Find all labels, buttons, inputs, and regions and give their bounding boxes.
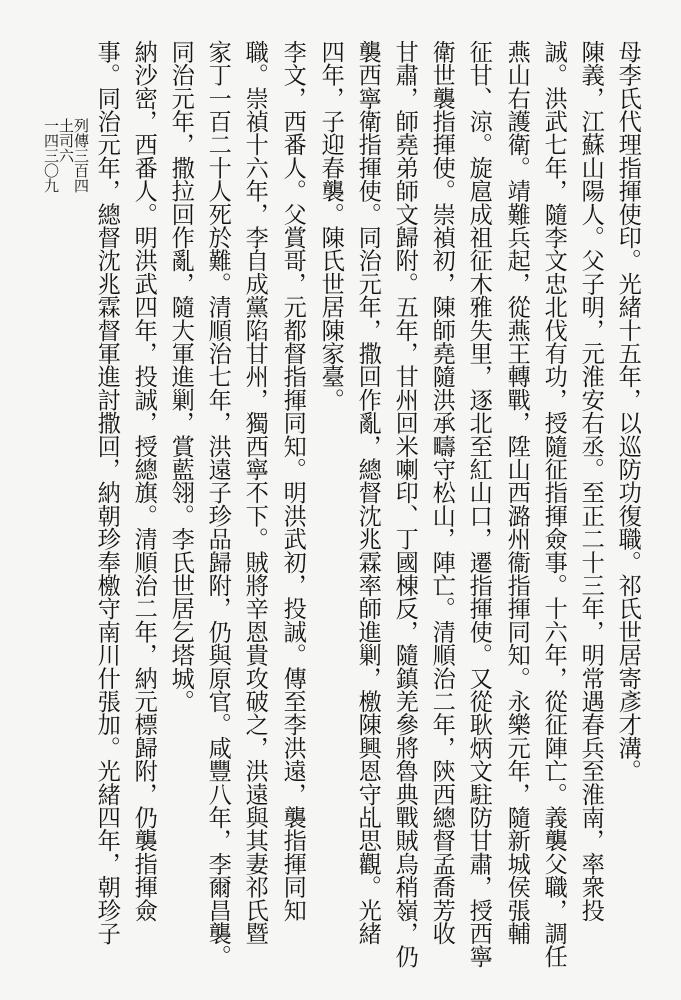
text-column-7: 甘肅，師堯弟師文歸附。五年，甘州回米喇印、丁國棟反，隨鎮羌參將魯典戰賊烏稍嶺，仍 [391, 40, 419, 968]
text-column-8: 襲西寧衛指揮使。同治元年，撒回作亂，總督沈兆霖率師進剿，檄陳興恩守乩思觀。光緒 [354, 40, 382, 945]
text-column-4: 燕山右護衛。靖難兵起，從燕王轉戰，陞山西潞州衞指揮同知。永樂元年，隨新城侯張輔 [503, 40, 531, 945]
text-column-5: 征甘、涼。旋扈成祖征木雅失里，逐北至紅山口，遷指揮使。又從耿炳文駐防甘肅，授西寧 [465, 40, 493, 968]
text-column-14: 納沙密，西番人。明洪武四年，投誠，授總旗。清順治二年，納元標歸附，仍襲指揮僉 [130, 40, 158, 922]
book-title: 列傳三百四 [72, 118, 90, 193]
text-column-15: 事。同治元年，總督沈兆霖督軍進討撒回，納朝珍奉檄守南川什張加。光緒四年，朝珍子 [93, 40, 121, 945]
text-column-6: 衛世襲指揮使。崇禎初，陳師堯隨洪承疇守松山，陣亡。清順治二年，陝西總督孟喬芳收 [428, 40, 456, 945]
text-column-3: 誠。洪武七年，隨李文忠北伐有功，授隨征指揮僉事。十六年，從征陣亡。義襲父職，調任 [540, 40, 568, 968]
text-column-10: 李文，西番人。父賞哥，元都督指揮同知。明洪武初，投誠。傳至李洪遠，襲指揮同知 [279, 40, 307, 922]
page-number: 一四三〇九 [42, 118, 60, 193]
text-column-2: 陳義，江蘇山陽人。父子明，元淮安右丞。至正二十三年，明常遇春兵至淮南，率衆投 [577, 40, 605, 922]
chapter-title: 土司六 [57, 118, 75, 163]
text-column-9: 四年，子迎春襲。陳氏世居陳家臺。 [317, 40, 345, 412]
text-column-11: 職。崇禎十六年，李自成黨陷甘州，獨西寧不下。賊將辛恩貴攻破之，洪遠與其妻祁氏暨 [241, 40, 269, 945]
text-column-13: 同治元年，撒拉回作亂，隨大軍進剿，賞藍翎。李氏世居乞塔城。 [167, 40, 195, 713]
text-column-1: 母李氏代理指揮使印。光緒十五年，以巡防功復職。祁氏世居寄彥才溝。 [614, 40, 642, 783]
text-column-12: 家丁一百二十人死於難。清順治七年，洪遠子珍品歸附，仍與原官。咸豐八年，李爾昌襲。 [204, 40, 232, 968]
page-margin-header [42, 118, 90, 988]
